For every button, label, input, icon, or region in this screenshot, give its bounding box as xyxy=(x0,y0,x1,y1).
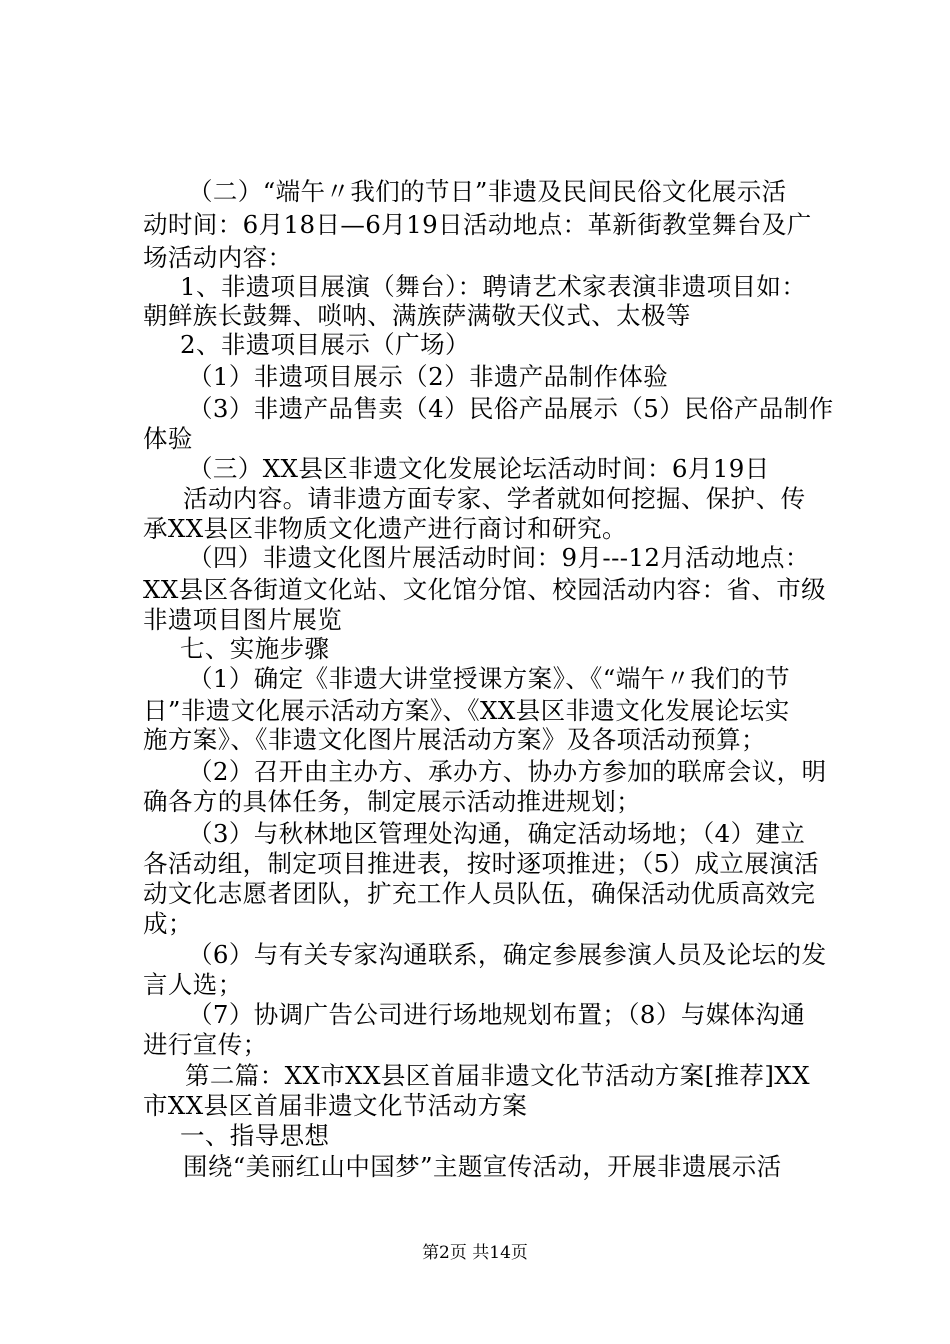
text-line: 活动内容。请非遗方面专家、学者就如何挖掘、保护、传 xyxy=(183,484,806,513)
text-line: 一、指导思想 xyxy=(180,1121,330,1150)
text-line: 动时间：6月18日—6月19日活动地点：革新街教堂舞台及广 xyxy=(143,210,812,239)
text-line: 动文化志愿者团队，扩充工作人员队伍，确保活动优质高效完 xyxy=(143,879,816,908)
text-line: 2、非遗项目展示（广场） xyxy=(180,330,470,359)
text-line: 日”非遗文化展示活动方案》、《XX县区非遗文化发展论坛实 xyxy=(143,696,790,725)
text-line: 施方案》、《非遗文化图片展活动方案》及各项活动预算； xyxy=(143,725,766,754)
text-line: 朝鲜族长鼓舞、唢呐、满族萨满敬天仪式、太极等 xyxy=(143,301,691,330)
page-number: 第2页 共14页 xyxy=(422,1243,528,1263)
text-line: 成； xyxy=(143,909,193,938)
text-line: 进行宣传； xyxy=(143,1030,268,1059)
text-line: （3）非遗产品售卖（4）民俗产品展示（5）民俗产品制作 xyxy=(188,394,834,423)
text-line: 市XX县区首届非遗文化节活动方案 xyxy=(143,1091,528,1120)
text-line: 非遗项目图片展览 xyxy=(143,605,343,634)
text-line: 各活动组，制定项目推进表，按时逐项推进；（5）成立展演活 xyxy=(143,849,820,878)
text-line: 确各方的具体任务，制定展示活动推进规划； xyxy=(143,787,641,816)
text-line: （四）非遗文化图片展活动时间：9月---12月活动地点： xyxy=(188,543,810,572)
text-line: 第二篇：XX市XX县区首届非遗文化节活动方案[推荐]XX xyxy=(185,1061,810,1090)
text-line: （6）与有关专家沟通联系，确定参展参演人员及论坛的发 xyxy=(188,940,827,969)
text-line: （1）非遗项目展示（2）非遗产品制作体验 xyxy=(188,362,669,391)
text-line: 七、实施步骤 xyxy=(180,634,330,663)
text-line: 1、非遗项目展演（舞台）：聘请艺术家表演非遗项目如： xyxy=(180,272,807,301)
text-line: （1）确定《非遗大讲堂授课方案》、《“端午〃我们的节 xyxy=(188,664,791,693)
text-line: 体验 xyxy=(143,424,193,453)
text-line: 承XX县区非物质文化遗产进行商讨和研究。 xyxy=(143,514,627,543)
text-line: （二）“端午〃我们的节日”非遗及民间民俗文化展示活 xyxy=(188,177,787,206)
text-line: （3）与秋林地区管理处沟通，确定活动场地；（4）建立 xyxy=(188,819,806,848)
text-line: 围绕“美丽红山中国梦”主题宣传活动，开展非遗展示活 xyxy=(183,1152,782,1181)
text-line: （三）XX县区非遗文化发展论坛活动时间：6月19日 xyxy=(188,454,770,483)
text-line: （7）协调广告公司进行场地规划布置；（8）与媒体沟通 xyxy=(188,1000,806,1029)
text-line: XX县区各街道文化站、文化馆分馆、校园活动内容：省、市级 xyxy=(143,575,827,604)
text-line: 场活动内容： xyxy=(143,243,293,272)
text-line: 言人选； xyxy=(143,970,243,999)
text-line: （2）召开由主办方、承办方、协办方参加的联席会议，明 xyxy=(188,757,827,786)
